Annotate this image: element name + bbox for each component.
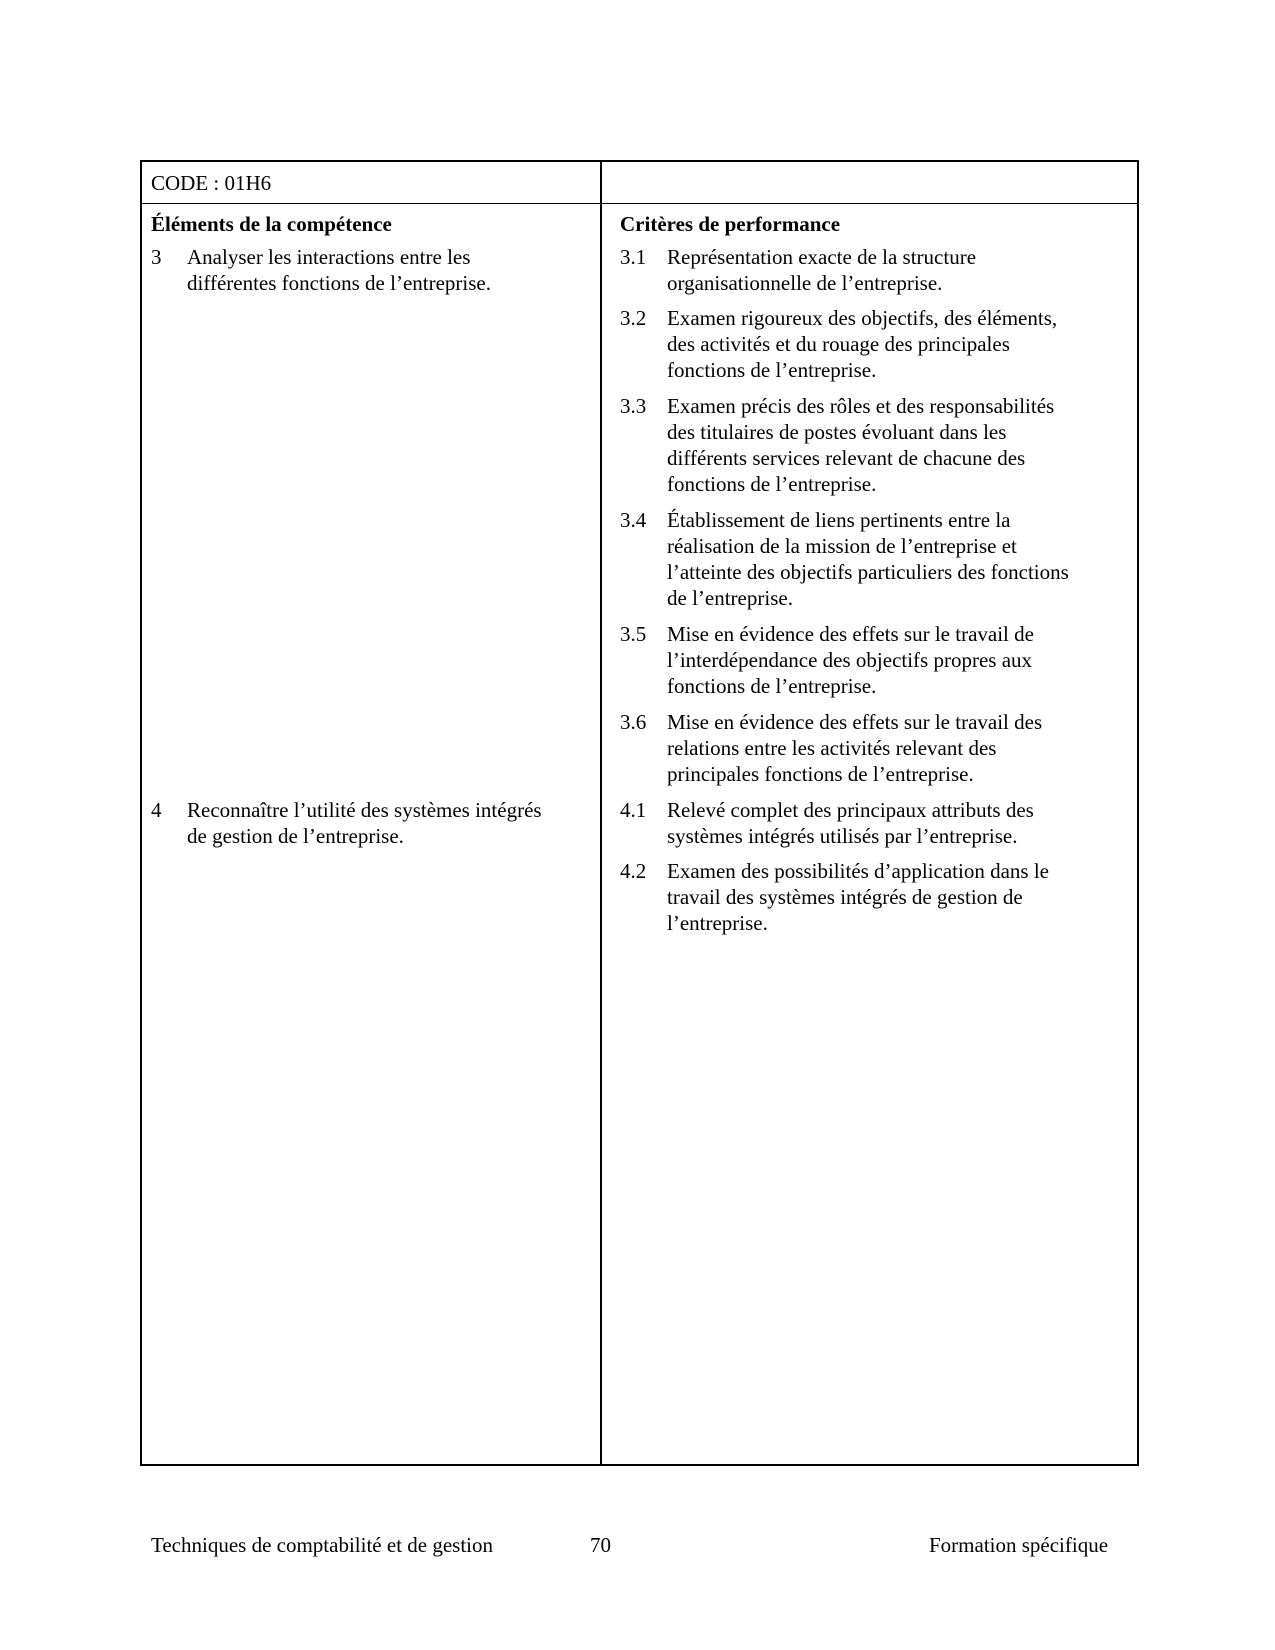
- criterion-number: 3.5: [620, 622, 647, 646]
- criterion-number: 3.2: [620, 306, 647, 330]
- criterion-text: Établissement de liens pertinents entre la réalisation de la mission de l’entreprise et l’atteinte des objectifs particuliers des fonctions de l’entreprise.: [667, 508, 1069, 610]
- column-divider: [600, 160, 602, 1466]
- footer-section-title: Formation spécifique: [929, 1533, 1109, 1557]
- criterion-text: Mise en évidence des effets sur le travail de l’interdépendance des objectifs propres aux fonctions de l’entreprise.: [667, 622, 1034, 698]
- criterion-number: 3.3: [620, 394, 647, 418]
- criterion-number: 3.4: [620, 508, 647, 532]
- criterion-text: Examen rigoureux des objectifs, des éléments, des activités et du rouage des principales fonctions de l’entreprise.: [667, 306, 1058, 382]
- page-number: 70: [590, 1533, 611, 1557]
- row-divider: [140, 203, 1139, 204]
- element-text: Reconnaître l’utilité des systèmes intégrés de gestion de l’entreprise.: [187, 798, 542, 848]
- criterion-text: Relevé complet des principaux attributs des systèmes intégrés utilisés par l’entreprise.: [667, 798, 1034, 848]
- criterion-number: 3.6: [620, 710, 647, 734]
- criterion-number: 4.2: [620, 859, 647, 883]
- criterion-number: 3.1: [620, 245, 647, 269]
- criterion-text: Mise en évidence des effets sur le travail des relations entre les activités relevant des principales fonctions de l’entreprise.: [667, 710, 1043, 786]
- code-label: CODE : 01H6: [151, 171, 272, 195]
- element-number: 3: [151, 245, 162, 269]
- criteria-header: Critères de performance: [620, 212, 841, 236]
- criterion-text: Examen précis des rôles et des responsabilités des titulaires de postes évoluant dans les différents services relevant de chacune des fonctions de l’entreprise.: [667, 394, 1055, 496]
- elements-header: Éléments de la compétence: [151, 212, 392, 236]
- element-number: 4: [151, 798, 162, 822]
- footer-program-title: Techniques de comptabilité et de gestion: [151, 1533, 494, 1557]
- criterion-text: Représentation exacte de la structure organisationnelle de l’entreprise.: [667, 245, 977, 295]
- element-text: Analyser les interactions entre les différentes fonctions de l’entreprise.: [187, 245, 491, 295]
- criterion-number: 4.1: [620, 798, 647, 822]
- criterion-text: Examen des possibilités d’application dans le travail des systèmes intégrés de gestion de l’entreprise.: [667, 859, 1049, 935]
